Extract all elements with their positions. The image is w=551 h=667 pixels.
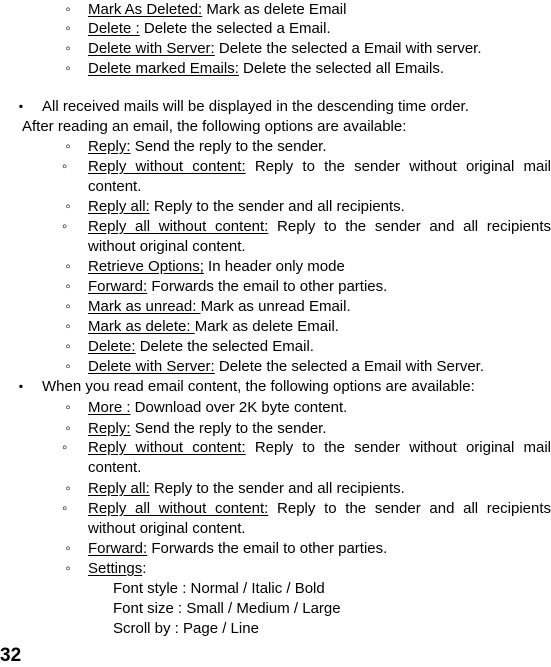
circle-bullet-icon: ◦ [62,439,68,456]
option-term: Reply: [88,138,131,155]
list-item [62,499,551,539]
option-description: Send the reply to the sender. [130,138,327,155]
circle-bullet-icon: ◦ [65,318,71,335]
circle-bullet-icon: ◦ [65,40,71,57]
circle-bullet-icon: ◦ [65,1,71,18]
option-description: Reply to the sender and all recipients without original content. [88,500,551,537]
circle-bullet-icon: ◦ [62,158,68,175]
setting-detail: Scroll by : Page / Line [113,620,259,637]
list-item [65,559,551,579]
bullet-item [18,97,551,117]
option-description: Mark as delete Email. [194,318,339,335]
option-term: Reply all without content: [88,500,269,517]
list-item [62,438,551,478]
option-term: More : [88,399,131,416]
option-term: Forward: [88,540,148,557]
option-description: Mark as delete Email [202,1,347,18]
circle-bullet-icon: ◦ [65,338,71,355]
circle-bullet-icon: ◦ [65,278,71,295]
circle-bullet-icon: ◦ [65,358,71,375]
option-description: Delete the selected a Email with server. [214,40,482,57]
option-description: Reply to the sender and all recipients. [149,480,405,497]
list-item [65,317,551,337]
circle-bullet-icon: ◦ [65,20,71,37]
list-item [65,59,551,79]
option-term: Mark as delete: [88,318,195,335]
circle-bullet-icon: ◦ [65,198,71,215]
list-item [65,0,551,20]
setting-detail: Font size : Small / Medium / Large [113,600,341,617]
list-item [65,19,551,39]
bullet-text: When you read email content, the following options are available: [42,378,475,395]
option-term: Delete with Server: [88,40,215,57]
option-term: Retrieve Options; [88,258,204,275]
option-description: Delete the selected Email. [135,338,314,355]
option-description: Reply to the sender without original mail content. [88,158,551,195]
option-term: Forward: [88,278,148,295]
circle-bullet-icon: ◦ [65,420,71,437]
square-bullet-icon: ▪ [18,99,24,113]
circle-bullet-icon: ◦ [65,258,71,275]
option-term: Delete marked Emails: [88,60,239,77]
option-term: Reply: [88,420,131,437]
section-intro: After reading an email, the following options are available: [22,118,407,135]
circle-bullet-icon: ◦ [65,560,71,577]
square-bullet-icon: ▪ [18,379,24,393]
list-item [65,398,551,418]
list-item [62,157,551,197]
option-description: Mark as unread Email. [200,298,351,315]
option-description: In header only mode [203,258,345,275]
option-term: Reply all: [88,198,150,215]
circle-bullet-icon: ◦ [62,500,68,517]
option-term: Reply all: [88,480,150,497]
option-term: Mark As Deleted: [88,1,203,18]
circle-bullet-icon: ◦ [65,480,71,497]
option-description: Download over 2K byte content. [130,399,348,416]
list-item [65,197,551,217]
page-number: 32 [0,645,22,666]
list-item [65,357,551,377]
list-item [65,257,551,277]
option-term: Delete with Server: [88,358,215,375]
option-description: Send the reply to the sender. [130,420,327,437]
list-item [65,297,551,317]
option-description: Reply to the sender and all recipients without original content. [88,218,551,255]
list-item [62,217,551,257]
list-item [65,419,551,439]
option-description: Delete the selected a Email with Server. [214,358,485,375]
circle-bullet-icon: ◦ [65,60,71,77]
list-item [65,539,551,559]
option-description: Reply to the sender without original mail content. [88,439,551,476]
option-term: Reply without content: [88,439,246,456]
list-item [65,479,551,499]
circle-bullet-icon: ◦ [62,218,68,235]
option-term: Mark as unread: [88,298,201,315]
circle-bullet-icon: ◦ [65,540,71,557]
option-term: Reply all without content: [88,218,269,235]
option-description: Forwards the email to other parties. [147,278,388,295]
setting-detail: Font style : Normal / Italic / Bold [113,580,325,597]
circle-bullet-icon: ◦ [65,399,71,416]
option-description: Delete the selected a Email. [139,20,331,37]
list-item [65,39,551,59]
option-description: : [142,560,147,577]
option-term: Delete : [88,20,140,37]
option-description: Reply to the sender and all recipients. [149,198,405,215]
list-item [65,337,551,357]
bullet-text: All received mails will be displayed in the descending time order. [42,98,469,115]
circle-bullet-icon: ◦ [65,138,71,155]
option-description: Delete the selected all Emails. [238,60,444,77]
circle-bullet-icon: ◦ [65,298,71,315]
list-item [65,277,551,297]
bullet-item [18,377,551,397]
option-description: Forwards the email to other parties. [147,540,388,557]
option-term: Settings [88,560,143,577]
list-item [65,137,551,157]
option-term: Reply without content: [88,158,246,175]
option-term: Delete: [88,338,136,355]
